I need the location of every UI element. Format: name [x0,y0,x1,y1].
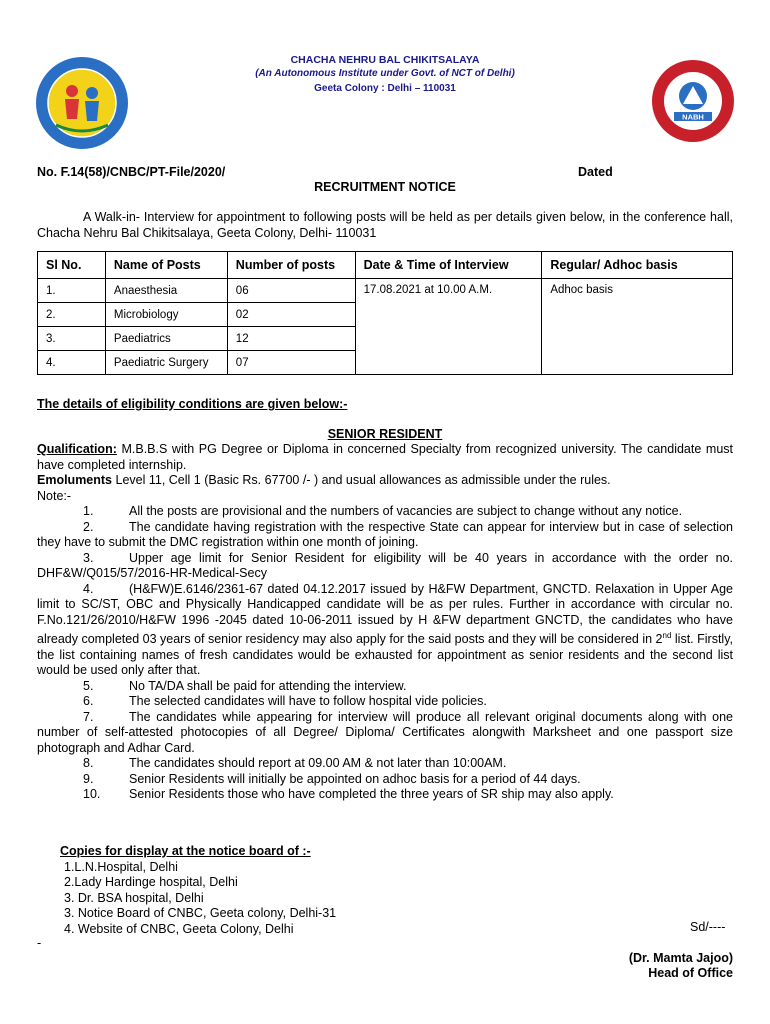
note-number: 6. [83,694,94,709]
note-item [37,756,733,772]
note-number: 10. [83,787,101,802]
cell-sl: 2. [38,303,106,327]
note-text: Upper age limit for Senior Resident for eligibility will be 40 years in accordance with the order no. DHF&W/Q015/57/2016-HR-Medical-Secy [37,550,733,580]
note-number: 9. [83,771,94,786]
note-label: Note:- [37,488,72,503]
note-number: 7. [83,709,94,724]
qualification-label: Qualification: [37,442,117,456]
note-text: No TA/DA shall be paid for attending the interview. [129,678,407,693]
signatory-designation: Head of Office [648,966,733,980]
note-text: Senior Residents will initially be appointed on adhoc basis for a period of 44 days. [129,771,581,786]
cell-sl: 1. [38,279,106,303]
list-item: 4. Website of CNBC, Geeta Colony, Delhi [64,921,294,936]
cell-count: 06 [227,279,355,303]
emoluments-label: Emoluments [37,473,113,487]
note-item [37,710,733,757]
cell-sl: 3. [38,327,106,351]
cell-count: 02 [227,303,355,327]
stray-dash: - [37,936,42,950]
note-item [37,520,733,551]
org-address: Geeta Colony : Delhi – 110031 [314,83,456,94]
copies-section [60,844,336,938]
table-header-row [38,252,733,279]
file-number: No. F.14(58)/CNBC/PT-File/2020/ [37,165,226,179]
col-header-sl: Sl No. [38,252,106,279]
note-number: 3. [83,550,94,565]
cell-post: Microbiology [105,303,227,327]
note-item [37,772,733,788]
cell-basis: Adhoc basis [542,279,733,375]
dated-label: Dated [578,165,613,179]
org-subtitle: (An Autonomous Institute under Govt. of NCT of Delhi) [255,68,515,79]
copies-title: Copies for display at the notice board of :- [60,844,311,858]
note-number: 5. [83,678,94,693]
qualification-text: M.B.B.S with PG Degree or Diploma in concerned Specialty from recognized university. The candidate must have completed internship. [37,442,733,472]
post-heading: SENIOR RESIDENT [327,427,443,441]
list-item: 1.L.N.Hospital, Delhi [64,859,178,874]
note-item [37,679,733,695]
table-row [38,279,733,303]
eligibility-body [37,442,733,803]
note-text: (H&FW)E.6146/2361-67 dated 04.12.2017 issued by H&FW Department, GNCTD. Relaxation in Upper Age limit to SC/ST, OBC and Physically Handicapped candidate will be as per rules. Further in accordance with circular no. F.No.121/26/2010/H&FW 1996 -2045 dated 10-06-2011 issued by H &FW department GNCTD, the candidates who have already completed 03 years of senior residency may also apply for the said posts and they will be considered in 2nd list. Firstly, the list containing names of fresh candidates would be exhausted for appointment as senior residents and the second list would be used only after that. [37,581,733,678]
notes-list [37,504,733,803]
col-header-post: Name of Posts [105,252,227,279]
cell-count: 07 [227,351,355,375]
signatory-name: (Dr. Mamta Jajoo) [628,951,733,965]
note-item [37,582,733,679]
qualification-line [37,442,733,473]
nabh-logo-text: NABH [682,112,704,122]
cell-post: Paediatrics [105,327,227,351]
cell-post: Paediatric Surgery [105,351,227,375]
list-item: 2.Lady Hardinge hospital, Delhi [64,875,238,890]
cell-sl: 4. [38,351,106,375]
signature-sd: Sd/---- [690,920,726,934]
emoluments-line [37,473,733,489]
note-number: 2. [83,519,94,534]
note-text: The candidates should report at 09.00 AM & not later than 10:00AM. [129,756,507,771]
cell-post: Anaesthesia [105,279,227,303]
note-text: The candidates while appearing for interview will produce all relevant original documents along with one number of self-attested photocopies of all Degree/ Diploma/ Certificates alongwith Marksheet and one passport size photograph and Adhar Card. [37,709,733,755]
note-item [37,504,733,520]
note-text: All the posts are provisional and the numbers of vacancies are subject to change without any notice. [129,504,683,518]
posts-table [37,251,733,375]
notice-title: RECRUITMENT NOTICE [314,180,456,194]
note-text: The selected candidates will have to follow hospital vide policies. [129,694,487,709]
note-number: 1. [83,504,94,518]
cell-count: 12 [227,327,355,351]
note-text: The candidate having registration with the respective State can appear for interview but in case of selection they have to submit the DMC registration within one month of joining. [37,519,733,549]
note-number: 4. [83,581,94,596]
col-header-basis: Regular/ Adhoc basis [542,252,733,279]
list-item: 3. Notice Board of CNBC, Geeta colony, Delhi-31 [64,906,337,921]
org-name: CHACHA NEHRU BAL CHIKITSALAYA [290,54,480,66]
col-header-count: Number of posts [227,252,355,279]
note-text: Senior Residents those who have completed the three years of SR ship may also apply. [129,787,614,802]
note-item [37,694,733,710]
emoluments-text: Level 11, Cell 1 (Basic Rs. 67700 /- ) and usual allowances as admissible under the rules. [112,473,611,487]
intro-paragraph: A Walk-in- Interview for appointment to following posts will be held as per details given below, in the conference hall, Chacha Nehru Bal Chikitsalaya, Geeta Colony, Delhi- 110031 [37,210,733,240]
cell-interview-datetime: 17.08.2021 at 10.00 A.M. [355,279,542,375]
note-item [37,787,733,803]
note-item [37,551,733,582]
eligibility-heading: The details of eligibility conditions are given below:- [37,397,348,411]
note-number: 8. [83,756,94,771]
list-item: 3. Dr. BSA hospital, Delhi [64,890,204,905]
col-header-datetime: Date & Time of Interview [355,252,542,279]
